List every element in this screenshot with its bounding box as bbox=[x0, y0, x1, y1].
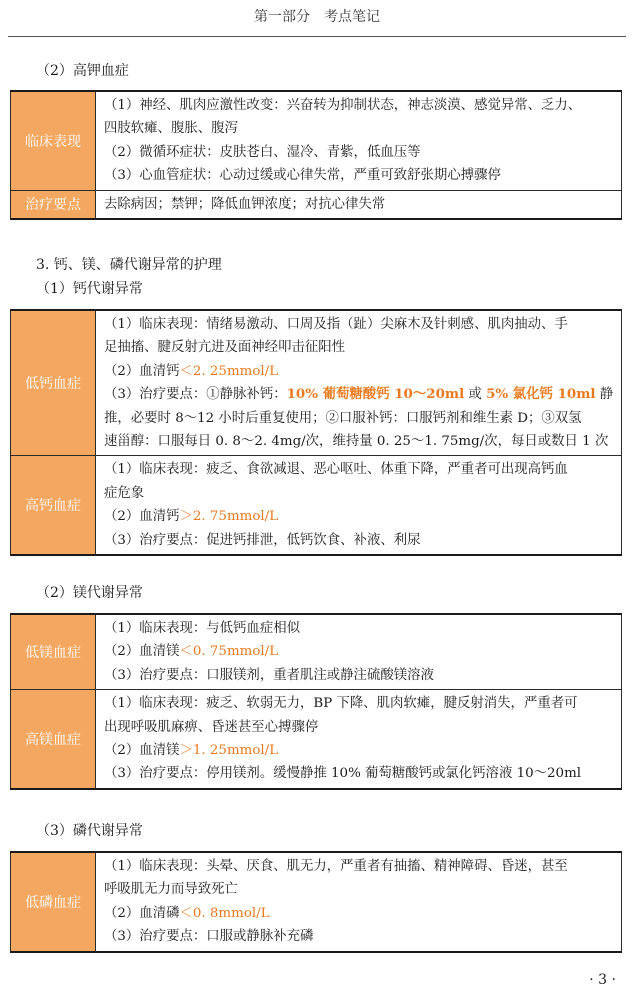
calcium-table bbox=[10, 309, 622, 556]
calcium-heading: （1）钙代谢异常 bbox=[36, 281, 143, 297]
hypercalcemia-label: 高钙血症 bbox=[11, 456, 96, 555]
serum-value: ＜0. 75mmol/L bbox=[179, 644, 279, 660]
serum-label: （2）血清镁 bbox=[104, 644, 180, 660]
content-line bbox=[104, 383, 615, 406]
hyperkalemia-heading: （2）高钾血症 bbox=[36, 63, 129, 79]
content-line: （3）治疗要点：促进钙排泄，低钙饮食、补液、利尿 bbox=[104, 532, 421, 548]
content-line: （1）临床表现：头晕、厌食、肌无力，严重者有抽搐、精神障碍、昏迷，甚至 bbox=[104, 859, 568, 874]
row-content bbox=[96, 456, 622, 555]
phosphorus-heading: （3）磷代谢异常 bbox=[36, 823, 143, 839]
serum-value: ＜2. 25mmol/L bbox=[179, 363, 279, 379]
table-row bbox=[11, 190, 622, 219]
content-line: 足抽搐、腱反射亢进及面神经叩击征阳性 bbox=[104, 340, 346, 356]
content-line bbox=[104, 640, 615, 663]
content-line bbox=[104, 902, 615, 925]
hyperkalemia-table bbox=[10, 90, 622, 220]
serum-value: ＞2. 75mmol/L bbox=[179, 509, 279, 525]
content-line bbox=[104, 505, 615, 528]
magnesium-heading: （2）镁代谢异常 bbox=[36, 585, 143, 601]
hypomagnesemia-label: 低镁血症 bbox=[11, 614, 96, 690]
hypermagnesemia-label: 高镁血症 bbox=[11, 690, 96, 789]
row-content bbox=[96, 690, 622, 789]
content-line: 去除病因；禁钾；降低血钾浓度；对抗心律失常 bbox=[104, 196, 386, 212]
serum-label: （2）血清磷 bbox=[104, 905, 180, 921]
treatment-text: （3）治疗要点：①静脉补钙： bbox=[104, 387, 287, 403]
content-line: 四肢软瘫、腹胀、腹泻 bbox=[104, 121, 238, 137]
magnesium-table bbox=[10, 613, 622, 790]
table-row bbox=[11, 91, 622, 190]
content-line: （1）神经、肌肉应激性改变：兴奋转为抑制状态，神志淡漠、感觉异常、乏力、 bbox=[104, 98, 582, 113]
serum-label: （2）血清钙 bbox=[104, 363, 180, 379]
drug-highlight: 5% 氯化钙 10ml bbox=[486, 386, 596, 403]
content-line: （1）临床表现：疲乏、食欲减退、恶心呕吐、体重下降，严重者可出现高钙血 bbox=[104, 462, 568, 478]
table-row bbox=[11, 614, 622, 690]
row-label: 治疗要点 bbox=[11, 190, 96, 219]
row-content bbox=[96, 91, 622, 190]
page-number: · 3 · bbox=[589, 972, 616, 988]
serum-value: ＜0. 8mmol/L bbox=[179, 905, 270, 921]
treatment-text: 或 bbox=[464, 387, 487, 403]
header-rule bbox=[8, 36, 626, 37]
content-line: （1）临床表现：疲乏、软弱无力，BP 下降、肌肉软瘫，腱反射消失，严重者可 bbox=[104, 696, 578, 712]
header-title: 第一部分 考点笔记 bbox=[254, 9, 380, 25]
content-line: （3）治疗要点：口服或静脉补充磷 bbox=[104, 929, 314, 945]
content-line: （2）微循环症状：皮肤苍白、湿冷、青紫，低血压等 bbox=[104, 144, 421, 160]
drug-highlight: 10% 葡萄糖酸钙 10～20ml bbox=[286, 386, 465, 403]
serum-value: ＞1. 25mmol/L bbox=[179, 743, 279, 759]
content-line bbox=[104, 360, 615, 383]
table-row bbox=[11, 310, 622, 456]
hypocalcemia-label: 低钙血症 bbox=[11, 310, 96, 456]
content-line: （3）治疗要点：停用镁剂。缓慢静推 10% 葡萄糖酸钙或氯化钙溶液 10～20ml bbox=[104, 766, 582, 782]
content-line: 推，必要时 8～12 小时后重复使用；②口服补钙：口服钙剂和维生素 D；③双氢 bbox=[104, 410, 582, 426]
serum-label: （2）血清钙 bbox=[104, 509, 180, 525]
content-line: （3）心血管症状：心动过缓或心律失常，严重可致舒张期心搏骤停 bbox=[104, 168, 501, 184]
row-content bbox=[96, 190, 622, 219]
content-line: 呼吸肌无力而导致死亡 bbox=[104, 882, 238, 898]
content-line: 出现呼吸肌麻痹、昏迷甚至心搏骤停 bbox=[104, 719, 319, 735]
content-line: （1）临床表现：与低钙血症相似 bbox=[104, 621, 300, 636]
row-content bbox=[96, 614, 622, 690]
section-heading: 3. 钙、镁、磷代谢异常的护理 bbox=[36, 257, 222, 273]
content-line bbox=[104, 739, 615, 762]
content-line: （3）治疗要点：口服镁剂，重者肌注或静注硫酸镁溶液 bbox=[104, 667, 434, 683]
hypophosphatemia-label: 低磷血症 bbox=[11, 852, 96, 952]
page-header bbox=[0, 0, 634, 36]
treatment-text: 静 bbox=[595, 387, 614, 403]
table-row bbox=[11, 690, 622, 789]
serum-label: （2）血清镁 bbox=[104, 743, 180, 759]
content-line: 症危象 bbox=[104, 485, 145, 501]
phosphorus-table bbox=[10, 851, 622, 953]
row-content bbox=[96, 310, 622, 456]
row-content bbox=[96, 852, 622, 952]
table-row bbox=[11, 852, 622, 952]
table-row bbox=[11, 456, 622, 555]
content-line: （1）临床表现：情绪易激动、口周及指（趾）尖麻木及针刺感、肌肉抽动、手 bbox=[104, 317, 568, 332]
content-line: 速甾醇：口服每日 0. 8～2. 4mg/次，维持量 0. 25～1. 75mg/次，每日或数日 1 次 bbox=[104, 434, 609, 450]
row-label: 临床表现 bbox=[11, 91, 96, 190]
